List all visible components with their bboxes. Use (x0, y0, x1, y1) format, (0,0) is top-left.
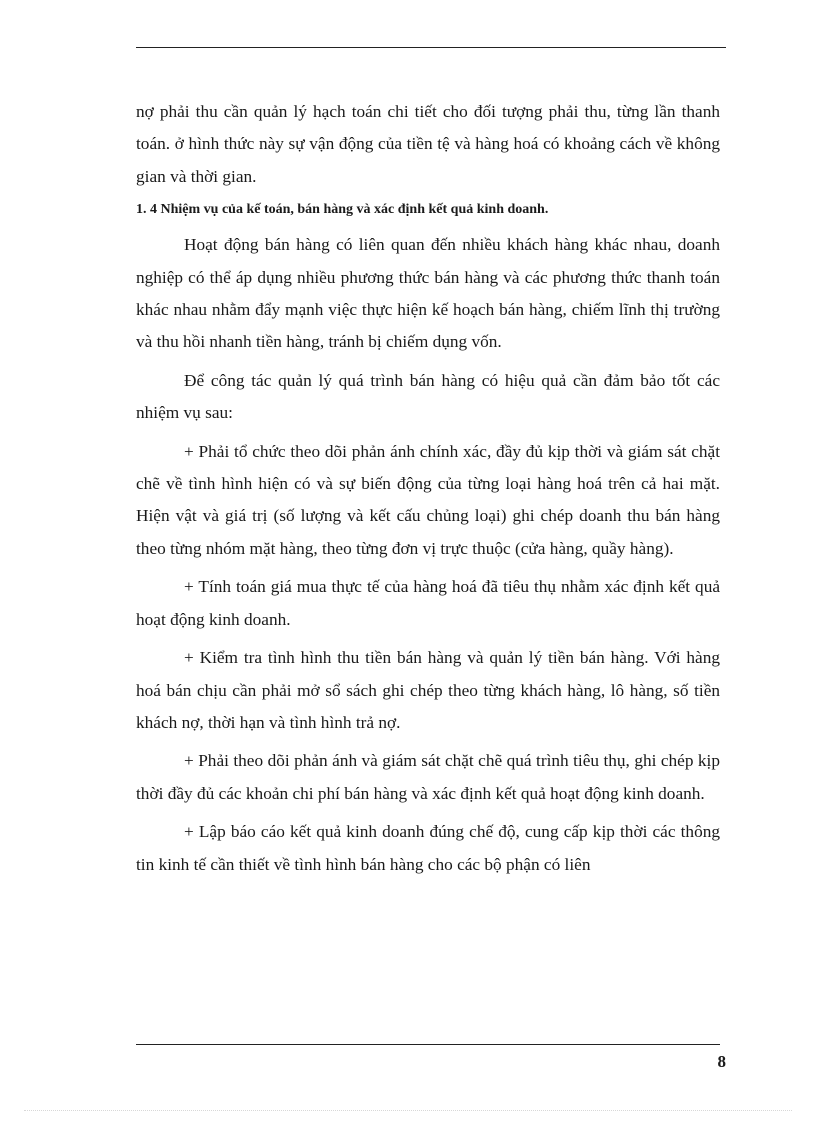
footer-rule (136, 1044, 720, 1045)
section-heading: 1. 4 Nhiệm vụ của kế toán, bán hàng và xác định kết quả kinh doanh. (136, 202, 549, 218)
list-item-paragraph: + Lập báo cáo kết quả kinh doanh đúng chế độ, cung cấp kịp thời các thông tin kinh tế cần thiết về tình hình bán hàng cho các bộ phận có liên (136, 822, 720, 874)
body-paragraph: Hoạt động bán hàng có liên quan đến nhiều khách hàng khác nhau, doanh nghiệp có thể áp dụng nhiều phương thức bán hàng và các phương thức thanh toán khác nhau nhằm đẩy mạnh việc thực hiện kế hoạch bán hàng, chiếm lĩnh thị trường và thu hồi nhanh tiền hàng, tránh bị chiếm dụng vốn. (136, 235, 720, 352)
page-edge-dotted-line (24, 1110, 792, 1111)
header-rule (136, 47, 726, 48)
body-paragraph: nợ phải thu cần quản lý hạch toán chi tiết cho đối tượng phải thu, từng lần thanh toán. ở hình thức này sự vận động của tiền tệ và hàng hoá có khoảng cách về không gian và thời gian. (136, 102, 720, 186)
page-number: 8 (717, 1052, 726, 1071)
list-item-paragraph: + Kiểm tra tình hình thu tiền bán hàng và quản lý tiền bán hàng. Với hàng hoá bán chịu cần phải mở sổ sách ghi chép theo từng khách hàng, lô hàng, số tiền khách nợ, thời hạn và tình hình trả nợ. (136, 648, 720, 732)
list-item-paragraph: + Phải tổ chức theo dõi phản ánh chính xác, đầy đủ kịp thời và giám sát chặt chẽ về tình hình hiện có và sự biến động của từng loại hàng hoá trên cả hai mặt. Hiện vật và giá trị (số lượng và kết cấu chủng loại) ghi chép doanh thu bán hàng theo từng nhóm mặt hàng, theo từng đơn vị trực thuộc (cửa hàng, quầy hàng). (136, 441, 720, 558)
body-paragraph: Để công tác quản lý quá trình bán hàng có hiệu quả cần đảm bảo tốt các nhiệm vụ sau: (136, 370, 720, 423)
document-body (136, 96, 720, 887)
list-item-paragraph: + Tính toán giá mua thực tế của hàng hoá đã tiêu thụ nhằm xác định kết quả hoạt động kinh doanh. (136, 577, 720, 629)
list-item-paragraph: + Phải theo dõi phản ánh và giám sát chặt chẽ quá trình tiêu thụ, ghi chép kịp thời đầy đủ các khoản chi phí bán hàng và xác định kết quả hoạt động kinh doanh. (136, 751, 720, 803)
